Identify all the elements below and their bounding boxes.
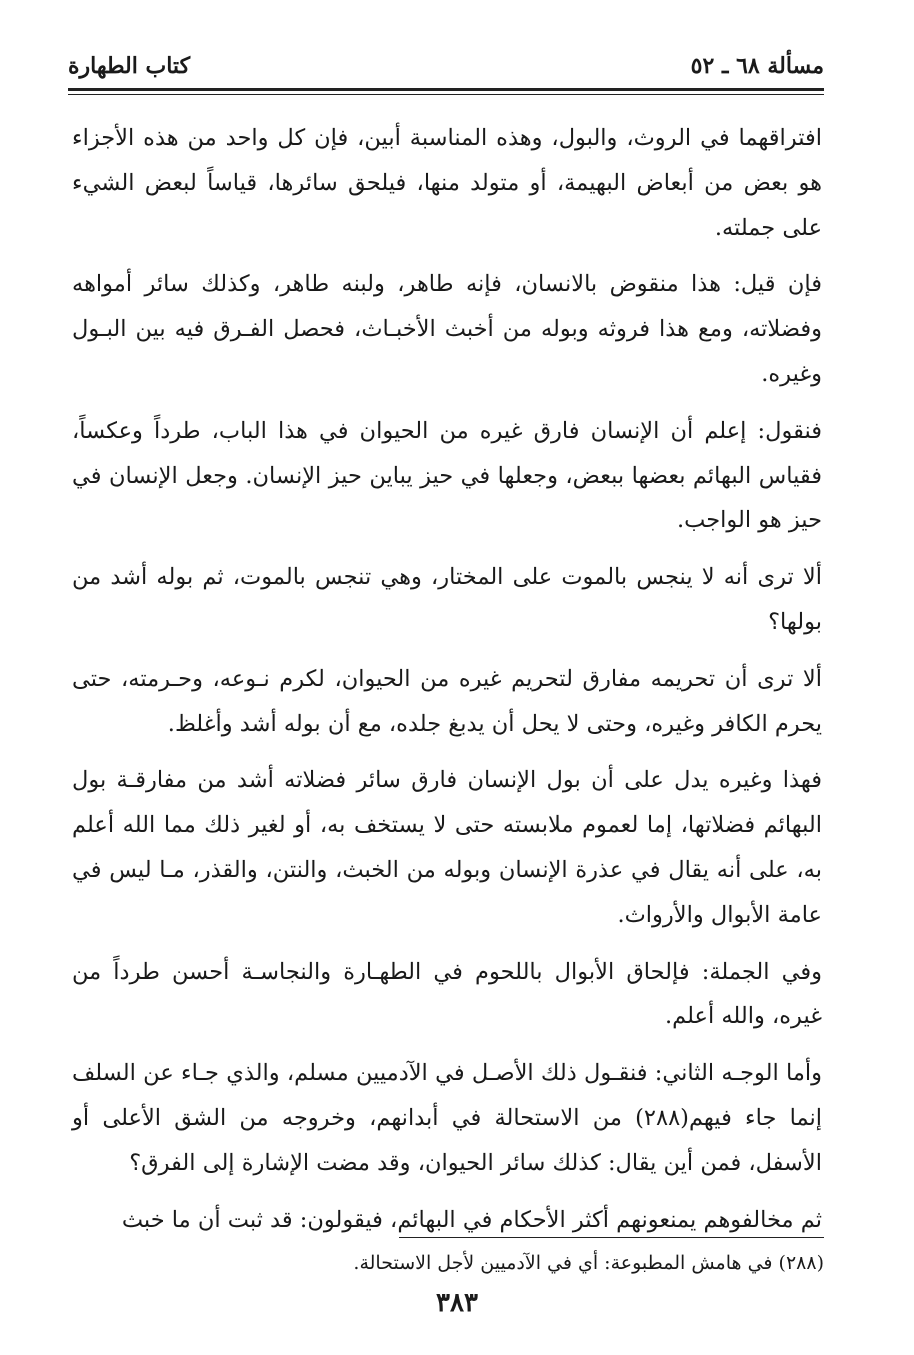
book-section-title: كتاب الطهارة	[68, 53, 191, 79]
paragraph-8: وأما الوجـه الثاني: فنقـول ذلك الأصـل في الآدميين مسلم، والذي جـاء عن السلف إنما جاء فيهم(٢٨٨) من الاستحالة في أبدانهم، وخروجه من الشق الأعلى أو الأسفل، فمن أين يقال: كذلك سائر الحيوان، وقد مضت الإشارة إلى الفرق؟	[72, 1060, 823, 1176]
issue-number-heading: مسألة ٦٨ ـ ٥٢	[690, 53, 824, 79]
paragraph-9: ثم مخالفوهم يمنعونهم أكثر الأحكام في البهائم، فيقولون: قد ثبت أن ما خبث	[121, 1206, 822, 1233]
paragraph-7: وفي الجملة: فإلحاق الأبوال باللحوم في الطهـارة والنجاسـة أحسن طرداً من غيره، والله أعلم.	[72, 958, 822, 1030]
footnote-288: (٢٨٨) في هامش المطبوعة: أي في الآدميين لأجل الاستحالة.	[353, 1252, 824, 1274]
header-rule-thick	[68, 88, 824, 91]
paragraph-5: ألا ترى أن تحريمه مفارق لتحريم غيره من الحيوان، لكرم نـوعه، وحـرمته، حتى يحرم الكافر وغيره، وحتى لا يحل أن يدبغ جلده، مع أن بوله أشد وأغلظ.	[72, 665, 822, 737]
paragraph-6: فهذا وغيره يدل على أن بول الإنسان فارق سائر فضلاته أشد من مفارقـة بول البهائم فضلاتها، إما لعموم ملابسته حتى لا يستخف به، أو لغير ذلك مما الله أعلم به، على أنه يقال في عذرة الإنسان وبوله من الخبث، والنتن، والقذر، مـا ليس في عامة الأبوال والأرواث.	[72, 767, 822, 928]
paragraph-3: فنقول: إعلم أن الإنسان فارق غيره من الحيوان في هذا الباب، طرداً وعكساً، فقياس البهائم بعضها ببعض، وجعلها في حيز يباين حيز الإنسان. وجعل الإنسان في حيز هو الواجب.	[72, 417, 822, 534]
body-text	[72, 116, 822, 1254]
paragraph-4: ألا ترى أنه لا ينجس بالموت على المختار، وهي تنجس بالموت، ثم بوله أشد من بولها؟	[72, 564, 822, 635]
paragraph-1: افتراقهما في الروث، والبول، وهذه المناسبة أبين، فإن كل واحد من هذه الأجزاء هو بعض من أبعاض البهيمة، أو متولد منها، فيلحق سائرها، قياساً لبعض الشيء على جملته.	[72, 125, 822, 241]
page-number: ٣٨٣	[436, 1288, 478, 1318]
paragraph-2: فإن قيل: هذا منقوض بالانسان، فإنه طاهر، ولبنه طاهر، وكذلك سائر أمواهه وفضلاته، ومع هذا فروثه وبوله من أخبث الأخبـاث، فحصل الفـرق فيه بين البـول وغيره.	[72, 271, 822, 387]
footnote-separator	[399, 1237, 824, 1238]
running-header	[68, 46, 824, 86]
header-rule-thin	[68, 94, 824, 95]
